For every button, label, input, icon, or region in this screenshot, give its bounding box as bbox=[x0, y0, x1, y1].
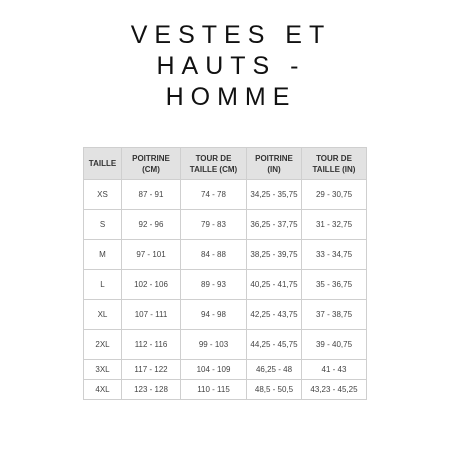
waist-cm-cell: 104 - 109 bbox=[181, 360, 247, 380]
size-cell: 3XL bbox=[84, 360, 122, 380]
waist-in-cell: 29 - 30,75 bbox=[302, 180, 367, 210]
size-cell: 4XL bbox=[84, 380, 122, 400]
size-cell: 2XL bbox=[84, 330, 122, 360]
header-waist-in: TOUR DE TAILLE (IN) bbox=[302, 148, 367, 180]
size-chart-table bbox=[83, 147, 367, 400]
chest-in-cell: 40,25 - 41,75 bbox=[247, 270, 302, 300]
table-row bbox=[84, 360, 367, 380]
chest-in-cell: 38,25 - 39,75 bbox=[247, 240, 302, 270]
header-chest-cm: POITRINE (CM) bbox=[122, 148, 181, 180]
table-row bbox=[84, 240, 367, 270]
table-row bbox=[84, 300, 367, 330]
size-cell: S bbox=[84, 210, 122, 240]
waist-cm-cell: 84 - 88 bbox=[181, 240, 247, 270]
waist-in-cell: 37 - 38,75 bbox=[302, 300, 367, 330]
table-row bbox=[84, 210, 367, 240]
chest-cm-cell: 107 - 111 bbox=[122, 300, 181, 330]
waist-in-cell: 41 - 43 bbox=[302, 360, 367, 380]
table-row bbox=[84, 270, 367, 300]
chest-cm-cell: 112 - 116 bbox=[122, 330, 181, 360]
title-line-2: HAUTS - bbox=[156, 52, 306, 80]
header-chest-in: POITRINE (IN) bbox=[247, 148, 302, 180]
size-cell: XS bbox=[84, 180, 122, 210]
waist-in-cell: 31 - 32,75 bbox=[302, 210, 367, 240]
chest-cm-cell: 102 - 106 bbox=[122, 270, 181, 300]
table-row bbox=[84, 180, 367, 210]
page-title bbox=[0, 20, 455, 113]
table-row bbox=[84, 380, 367, 400]
table-header-row bbox=[84, 148, 367, 180]
chest-cm-cell: 92 - 96 bbox=[122, 210, 181, 240]
chest-in-cell: 44,25 - 45,75 bbox=[247, 330, 302, 360]
chest-cm-cell: 97 - 101 bbox=[122, 240, 181, 270]
waist-cm-cell: 89 - 93 bbox=[181, 270, 247, 300]
size-cell: L bbox=[84, 270, 122, 300]
chest-in-cell: 36,25 - 37,75 bbox=[247, 210, 302, 240]
waist-cm-cell: 74 - 78 bbox=[181, 180, 247, 210]
size-cell: XL bbox=[84, 300, 122, 330]
table-row bbox=[84, 330, 367, 360]
chest-in-cell: 48,5 - 50,5 bbox=[247, 380, 302, 400]
chest-in-cell: 34,25 - 35,75 bbox=[247, 180, 302, 210]
title-line-3: HOMME bbox=[165, 83, 297, 111]
header-size: TAILLE bbox=[84, 148, 122, 180]
chest-cm-cell: 123 - 128 bbox=[122, 380, 181, 400]
waist-in-cell: 33 - 34,75 bbox=[302, 240, 367, 270]
waist-cm-cell: 79 - 83 bbox=[181, 210, 247, 240]
waist-cm-cell: 94 - 98 bbox=[181, 300, 247, 330]
size-cell: M bbox=[84, 240, 122, 270]
waist-in-cell: 43,23 - 45,25 bbox=[302, 380, 367, 400]
header-waist-cm: TOUR DE TAILLE (CM) bbox=[181, 148, 247, 180]
chest-in-cell: 46,25 - 48 bbox=[247, 360, 302, 380]
waist-in-cell: 35 - 36,75 bbox=[302, 270, 367, 300]
waist-cm-cell: 99 - 103 bbox=[181, 330, 247, 360]
chest-cm-cell: 117 - 122 bbox=[122, 360, 181, 380]
chest-in-cell: 42,25 - 43,75 bbox=[247, 300, 302, 330]
title-line-1: VESTES ET bbox=[130, 21, 332, 49]
waist-in-cell: 39 - 40,75 bbox=[302, 330, 367, 360]
chest-cm-cell: 87 - 91 bbox=[122, 180, 181, 210]
waist-cm-cell: 110 - 115 bbox=[181, 380, 247, 400]
